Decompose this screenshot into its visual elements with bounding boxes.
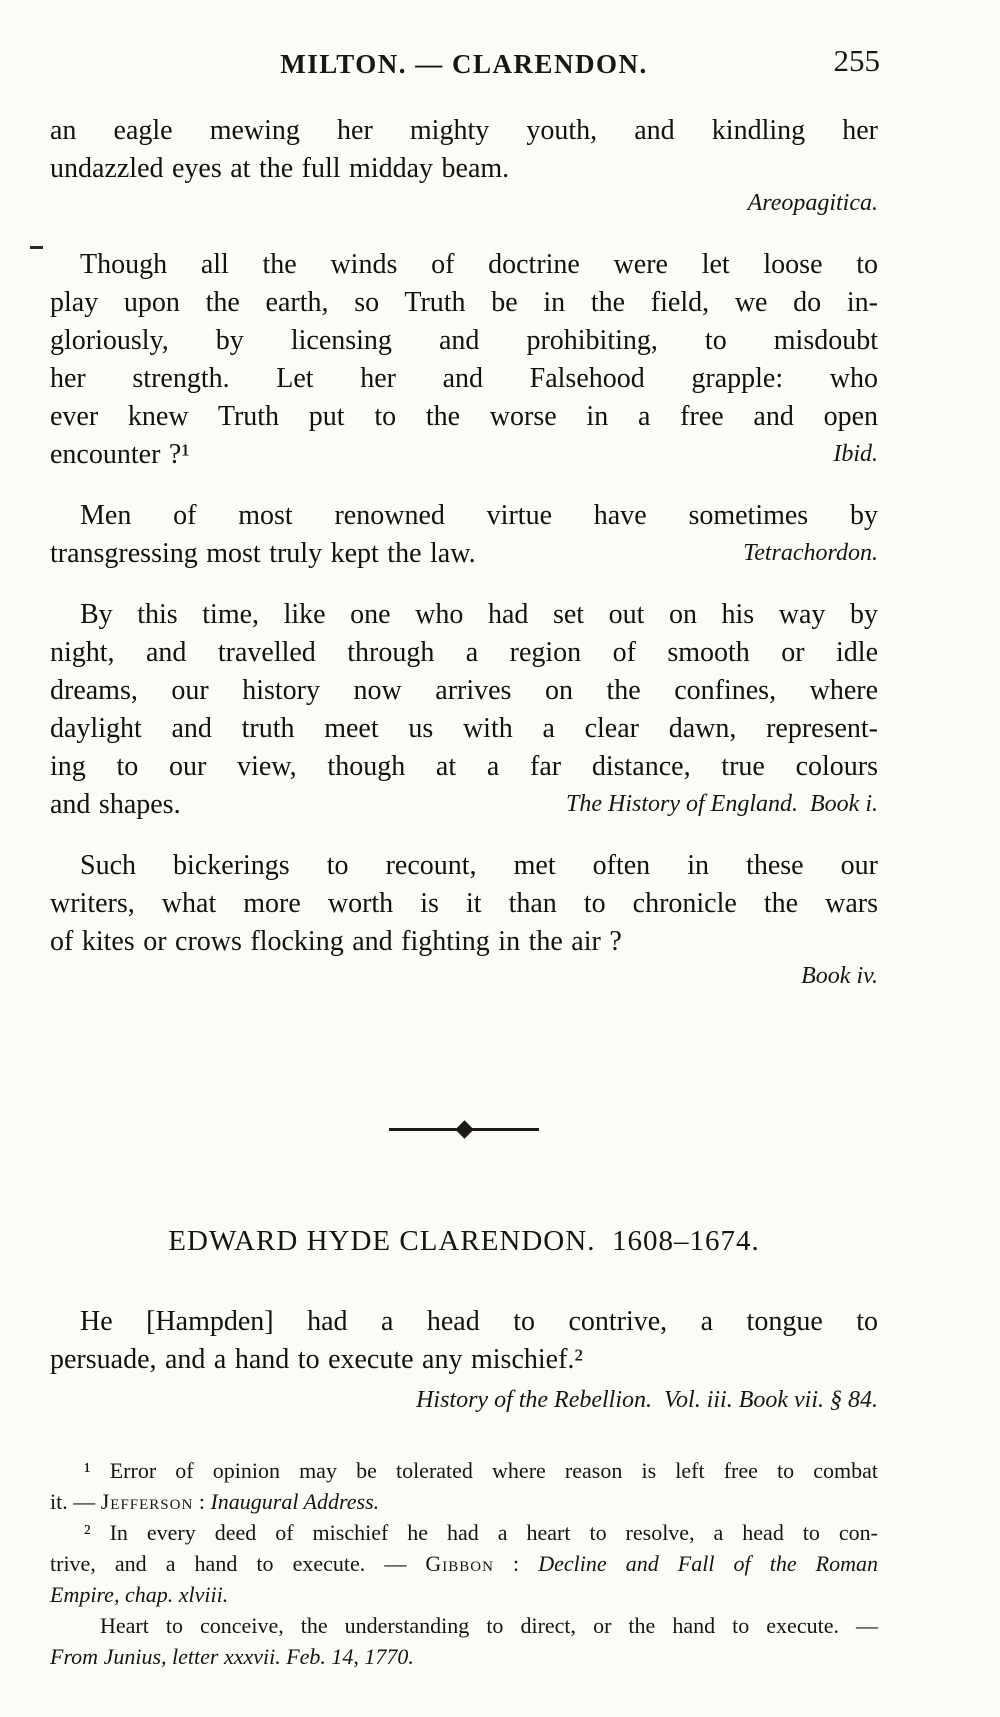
text-line: play upon the earth, so Truth be in the field, we do in-	[50, 287, 878, 318]
text-line: and shapes.	[50, 789, 181, 820]
footnote-1	[50, 1455, 878, 1517]
quote-attribution: Ibid.	[833, 441, 878, 467]
footnote-author-name: Jefferson	[100, 1489, 194, 1514]
footnote-text: Heart to conceive, the understanding to direct, or the hand to execute. —	[100, 1613, 878, 1638]
footnote-author-name: Gibbon	[425, 1551, 494, 1576]
footnote-text: trive, and a hand to execute. —	[50, 1551, 426, 1576]
text-line: Though all the winds of doctrine were let loose to	[80, 249, 878, 280]
text-line: her strength. Let her and Falsehood grapple: who	[50, 363, 878, 394]
footnote-text: ¹ Error of opinion may be tolerated where reason is left free to combat	[84, 1458, 878, 1483]
print-artifact-dash	[30, 246, 43, 249]
quote-attribution: The History of England. Book i.	[566, 791, 878, 817]
text-line: night, and travelled through a region of smooth or idle	[50, 637, 878, 668]
text-line: By this time, like one who had set out on his way by	[80, 599, 878, 630]
running-head	[50, 43, 880, 82]
footnote-line	[50, 1455, 878, 1486]
footnote-text: :	[493, 1551, 539, 1576]
footnote-line	[50, 1610, 878, 1641]
text-line: ever knew Truth put to the worse in a free and open	[50, 401, 878, 432]
quote-attribution: Book iv.	[801, 963, 878, 989]
quote-text	[50, 1303, 878, 1379]
quote-rebellion	[50, 1303, 878, 1417]
quote-attribution: History of the Rebellion. Vol. iii. Book vii. § 84.	[416, 1387, 878, 1413]
text-line: ing to our view, though at a far distance, true colours	[50, 751, 878, 782]
diamond-rule-ornament	[389, 1121, 539, 1137]
footnote-text: ² In every deed of mischief he had a heart to resolve, a head to con-	[84, 1520, 878, 1545]
text-line: an eagle mewing her mighty youth, and kindling her	[50, 115, 878, 146]
quote-areopagitica	[50, 112, 878, 220]
quote-bickerings	[50, 847, 878, 993]
text-line: dreams, our history now arrives on the confines, where	[50, 675, 878, 706]
quote-tetrachordon	[50, 497, 878, 570]
footnote-line	[50, 1579, 878, 1610]
footnote-text: it. —	[50, 1489, 101, 1514]
text-line: Such bickerings to recount, met often in these our	[80, 850, 878, 881]
text-line: persuade, and a hand to execute any mischief.²	[50, 1344, 583, 1375]
quote-attribution: Tetrachordon.	[743, 540, 878, 566]
quote-winds-of-doctrine	[50, 246, 878, 471]
quote-text	[50, 112, 878, 188]
ornament-rule-right	[469, 1128, 540, 1131]
text-line: encounter ?¹	[50, 439, 190, 470]
text-line: gloriously, by licensing and prohibiting, to misdoubt	[50, 325, 878, 356]
text-line: of kites or crows flocking and fighting in the air ?	[50, 926, 622, 957]
footnote-line	[50, 1486, 878, 1517]
ornament-rule-left	[389, 1128, 460, 1131]
quote-text	[50, 847, 878, 961]
footnote-line	[50, 1517, 878, 1548]
text-line: writers, what more worth is it than to chronicle the wars	[50, 888, 878, 919]
footnote-work-title: Decline and Fall of the Roman	[538, 1551, 878, 1576]
text-line: transgressing most truly kept the law.	[50, 538, 476, 569]
footnote-3	[50, 1610, 878, 1672]
section-heading-clarendon: EDWARD HYDE CLARENDON. 1608–1674.	[168, 1225, 760, 1257]
quote-history-of-england	[50, 596, 878, 821]
text-line: He [Hampden] had a head to contrive, a tongue to	[80, 1306, 878, 1337]
page-number: 255	[833, 43, 880, 78]
text-line: undazzled eyes at the full midday beam.	[50, 153, 510, 184]
footnote-line	[50, 1641, 878, 1672]
footnote-text: :	[193, 1489, 211, 1514]
ornament-diamond	[455, 1120, 473, 1138]
text-line: Men of most renowned virtue have sometimes by	[80, 500, 878, 531]
footnotes-section	[50, 1455, 878, 1672]
footnote-source: From Junius, letter xxxvii. Feb. 14, 1770.	[50, 1644, 414, 1669]
footnote-work-title: Empire, chap. xlviii.	[50, 1582, 229, 1607]
quote-attribution: Areopagitica.	[747, 190, 878, 216]
text-line: daylight and truth meet us with a clear dawn, represent-	[50, 713, 878, 744]
footnote-work-title: Inaugural Address.	[210, 1489, 380, 1514]
running-head-title: MILTON. — CLARENDON.	[280, 49, 648, 79]
footnote-2	[50, 1517, 878, 1610]
footnote-line	[50, 1548, 878, 1579]
